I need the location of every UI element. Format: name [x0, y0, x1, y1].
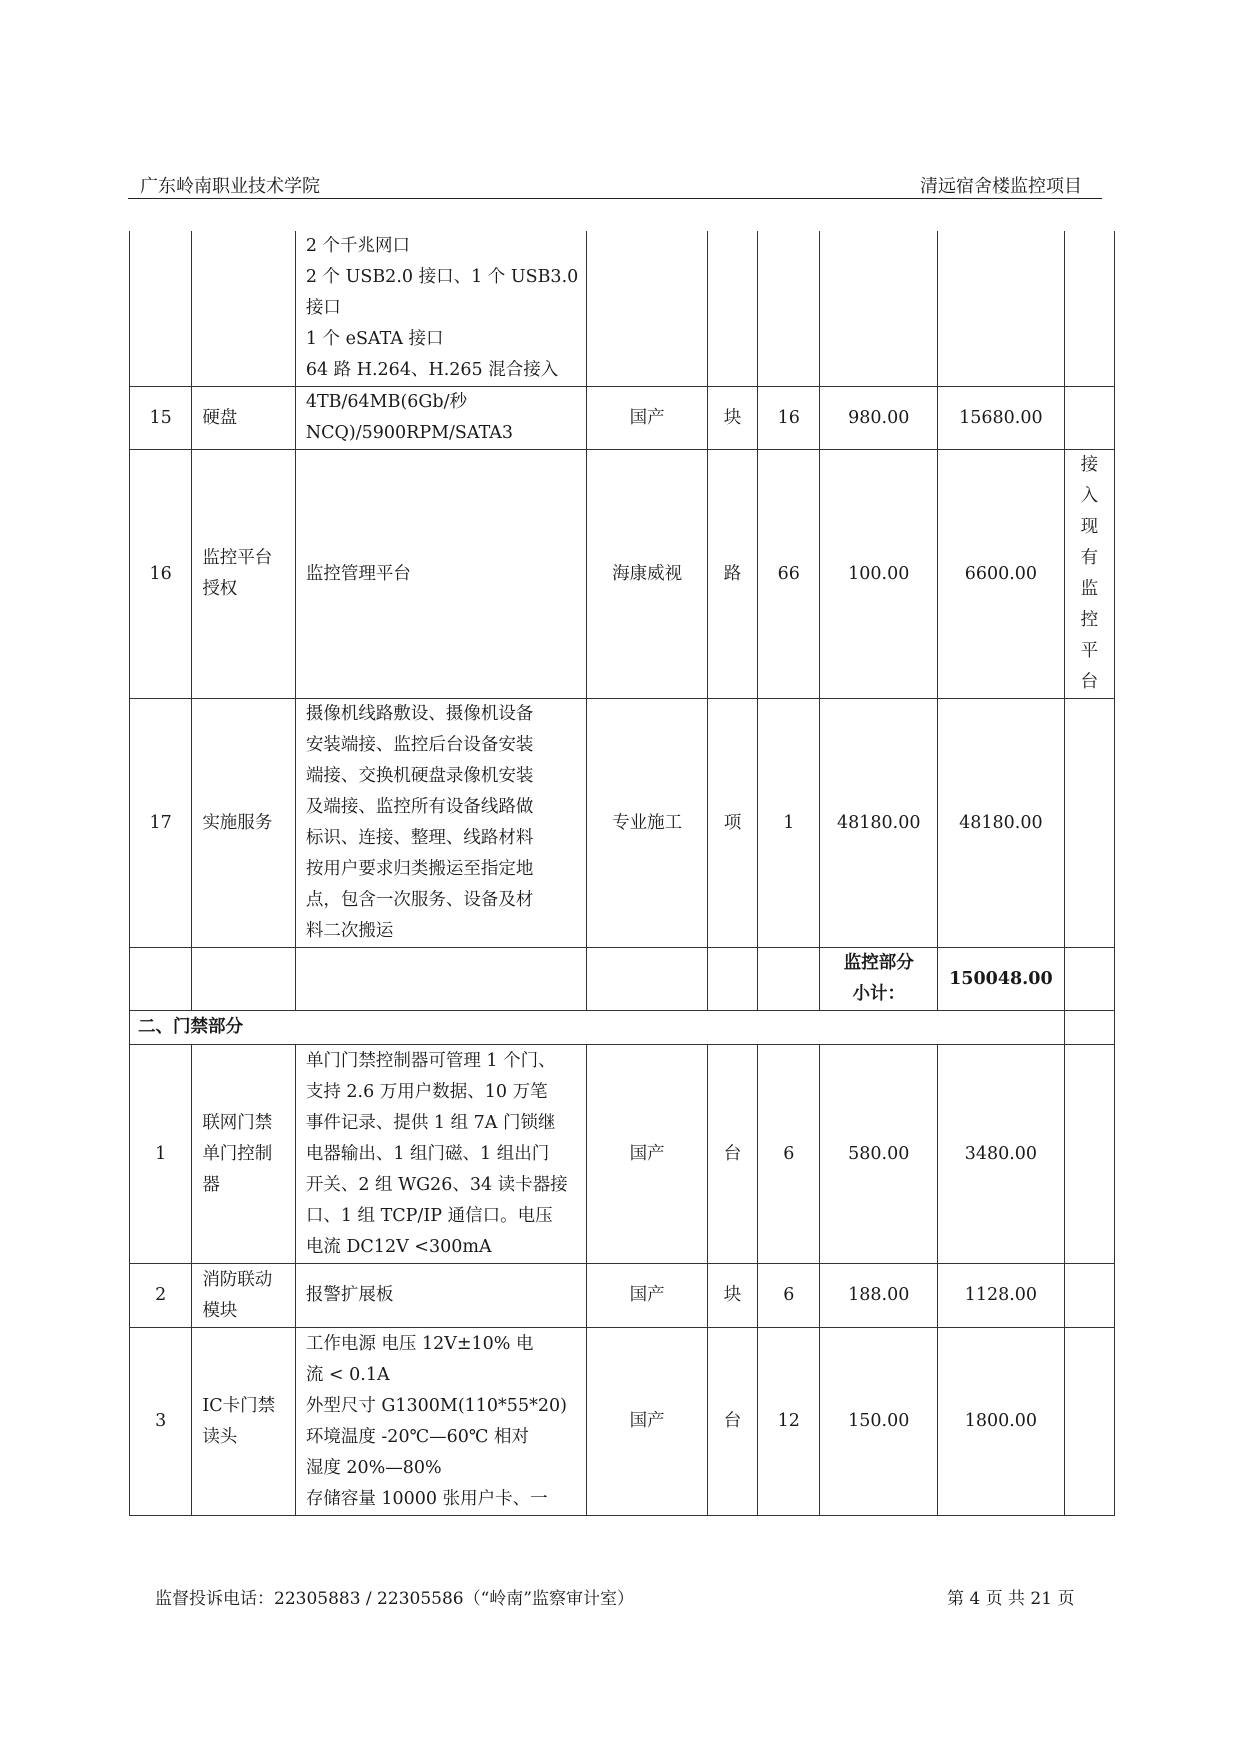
header-rule	[128, 198, 1102, 199]
cell-brand-text: 国产	[629, 1285, 665, 1305]
item-name-line: 模块	[202, 1300, 238, 1321]
spec-line: 安装端接、监控后台设备安装	[305, 735, 534, 755]
cell-name	[192, 1264, 296, 1328]
cell-total-text: 15680.00	[959, 407, 1043, 428]
spec-line: 64 路 H.264、H.265 混合接入	[305, 360, 559, 380]
spec-line: 电流 DC12V <300mA	[305, 1236, 492, 1257]
spec-line: 按用户要求归类搬运至指定地	[305, 859, 534, 879]
quotation-table	[129, 231, 1115, 1516]
cell-price	[820, 450, 938, 699]
cell-price-text: 580.00	[848, 1143, 910, 1164]
item-name-line: 授权	[202, 579, 238, 599]
cell-qty	[758, 387, 820, 450]
cell-total-text: 1800.00	[964, 1411, 1038, 1431]
cell-total-text: 6600.00	[964, 563, 1038, 584]
spec-line: 单门门禁控制器可管理 1 个门、	[305, 1050, 556, 1071]
cell-price	[820, 699, 938, 948]
cell-no	[130, 699, 192, 948]
cell-qty	[758, 1045, 820, 1264]
cell-qty	[758, 1264, 820, 1328]
item-name-line: 监控平台	[202, 548, 273, 568]
spec-line: 开关、2 组 WG26、34 读卡器接	[305, 1174, 568, 1195]
cell-qty	[758, 1328, 820, 1516]
spec-line: 工作电源 电压 12V±10% 电	[305, 1333, 534, 1354]
cell-qty-text: 6	[783, 1285, 795, 1305]
item-name-line: 实施服务	[202, 812, 273, 833]
item-name-line: 硬盘	[202, 407, 238, 428]
cell-total	[938, 450, 1065, 699]
cell-name	[192, 699, 296, 948]
item-name-line: IC卡门禁	[202, 1395, 276, 1416]
spec-line: 料二次搬运	[305, 921, 394, 941]
spec-line: 支持 2.6 万用户数据、10 万笔	[305, 1081, 548, 1102]
cell-brand	[587, 948, 708, 1011]
cell-spec	[295, 1264, 586, 1328]
cell-spec	[295, 1328, 586, 1516]
spec-line: 湿度 20%—80%	[305, 1457, 442, 1478]
cell-price	[820, 1328, 938, 1516]
spec-line: 口、1 组 TCP/IP 通信口。电压	[305, 1205, 553, 1226]
cell-total-text: 3480.00	[964, 1143, 1038, 1164]
cell-name	[192, 948, 296, 1011]
item-name-line: 单门控制	[202, 1143, 273, 1164]
cell-name	[192, 231, 296, 387]
spec-line: 事件记录、提供 1 组 7A 门锁继	[305, 1112, 556, 1133]
spec-line: 2 个千兆网口	[305, 236, 411, 256]
cell-unit	[707, 1045, 757, 1264]
section-title-row	[130, 1011, 1115, 1045]
cell-brand	[587, 699, 708, 948]
cell-name	[192, 387, 296, 450]
cell-no-text: 2	[155, 1285, 167, 1305]
cell-name	[192, 1045, 296, 1264]
cell-qty-text: 6	[783, 1143, 795, 1164]
cell-price-text: 150.00	[848, 1411, 910, 1431]
cell-note	[1064, 1045, 1114, 1264]
cell-spec	[295, 948, 586, 1011]
cell-price	[820, 1264, 938, 1328]
subtotal-value-cell-text: 150048.00	[949, 968, 1053, 989]
note-vertical-text: 接入现有监控平台	[1080, 455, 1099, 692]
table-row	[130, 1045, 1115, 1264]
spec-line: 及端接、监控所有设备线路做	[305, 797, 534, 817]
cell-note	[1064, 699, 1114, 948]
cell-no	[130, 231, 192, 387]
cell-unit	[707, 1264, 757, 1328]
cell-brand	[587, 387, 708, 450]
cell-brand	[587, 450, 708, 699]
cell-note	[1064, 1011, 1114, 1045]
item-name-line: 读头	[202, 1426, 238, 1447]
header-project: 清远宿舍楼监控项目	[920, 176, 1082, 197]
cell-no-text: 1	[155, 1143, 167, 1164]
cell-qty-text: 1	[783, 812, 795, 833]
cell-brand	[587, 1045, 708, 1264]
header-institution: 广东岭南职业技术学院	[140, 176, 320, 197]
cell-no	[130, 1264, 192, 1328]
subtotal-label-line: 监控部分	[843, 953, 914, 973]
cell-unit	[707, 231, 757, 387]
cell-no	[130, 450, 192, 699]
footer-page-number: 第 4 页 共 21 页	[947, 1589, 1075, 1609]
spec-line: NCQ)/5900RPM/SATA3	[305, 423, 514, 443]
item-name-line: 消防联动	[202, 1269, 273, 1290]
item-name-line: 联网门禁	[202, 1112, 273, 1133]
spec-line: 存储容量 10000 张用户卡、一	[305, 1488, 548, 1509]
subtotal-label-cell	[820, 948, 938, 1011]
cell-unit-text: 项	[723, 812, 742, 833]
cell-total	[938, 387, 1065, 450]
cell-unit	[707, 1328, 757, 1516]
cell-total	[938, 231, 1065, 387]
spec-line: 标识、连接、整理、线路材料	[305, 828, 534, 848]
cell-qty-text: 12	[777, 1411, 800, 1431]
cell-note	[1064, 1264, 1114, 1328]
cell-no	[130, 948, 192, 1011]
table-row	[130, 450, 1115, 699]
section-title	[130, 1011, 1065, 1045]
cell-price-text: 188.00	[848, 1285, 910, 1305]
table-row	[130, 699, 1115, 948]
cell-spec	[295, 231, 586, 387]
spec-line: 接口	[305, 298, 341, 318]
cell-name	[192, 1328, 296, 1516]
cell-unit-text: 块	[723, 1285, 742, 1305]
cell-unit	[707, 387, 757, 450]
cell-unit-text: 台	[723, 1411, 742, 1431]
cell-price	[820, 1045, 938, 1264]
cell-note	[1064, 450, 1114, 699]
cell-no	[130, 1045, 192, 1264]
item-name-line: 器	[202, 1174, 220, 1195]
cell-brand-text: 国产	[629, 1411, 665, 1431]
spec-line: 报警扩展板	[305, 1285, 394, 1305]
cell-no	[130, 1328, 192, 1516]
cell-spec	[295, 1045, 586, 1264]
cell-qty	[758, 450, 820, 699]
spec-line: 流 < 0.1A	[305, 1364, 390, 1385]
spec-line: 2 个 USB2.0 接口、1 个 USB3.0	[305, 267, 579, 287]
cell-qty	[758, 231, 820, 387]
cell-brand	[587, 1328, 708, 1516]
section-title-text: 二、门禁部分	[138, 1017, 243, 1037]
cell-qty	[758, 699, 820, 948]
spec-line: 外型尺寸 G1300M(110*55*20)	[305, 1395, 567, 1416]
cell-unit-text: 块	[723, 407, 742, 428]
subtotal-label-line: 小计：	[852, 984, 906, 1004]
cell-no-text: 16	[149, 563, 172, 584]
cell-price-text: 100.00	[848, 563, 910, 584]
cell-brand-text: 海康威视	[612, 563, 683, 584]
cell-note	[1064, 948, 1114, 1011]
cell-price	[820, 387, 938, 450]
footer-complaint-phone: 监督投诉电话：22305883 / 22305586（“岭南”监察审计室）	[155, 1589, 634, 1609]
cell-no-text: 17	[149, 812, 172, 833]
cell-brand-text: 国产	[629, 1143, 665, 1164]
cell-no-text: 3	[155, 1411, 167, 1431]
cell-no-text: 15	[149, 407, 172, 428]
cell-total	[938, 1264, 1065, 1328]
cell-total	[938, 1045, 1065, 1264]
cell-spec	[295, 699, 586, 948]
spec-line: 端接、交换机硬盘录像机安装	[305, 766, 534, 786]
spec-line: 监控管理平台	[305, 563, 411, 584]
cell-unit	[707, 948, 757, 1011]
cell-unit-text: 台	[723, 1143, 742, 1164]
cell-total	[938, 1328, 1065, 1516]
spec-line: 摄像机线路敷设、摄像机设备	[305, 704, 534, 724]
cell-brand-text: 专业施工	[612, 812, 683, 833]
table-row	[130, 1328, 1115, 1516]
cell-no	[130, 387, 192, 450]
subtotal-value-cell	[938, 948, 1065, 1011]
cell-brand	[587, 231, 708, 387]
spec-line: 点，包含一次服务、设备及材	[305, 890, 534, 910]
cell-brand	[587, 1264, 708, 1328]
cell-note	[1064, 1328, 1114, 1516]
spec-line: 环境温度 -20℃—60℃ 相对	[305, 1426, 530, 1447]
cell-spec	[295, 387, 586, 450]
cell-price-text: 980.00	[848, 407, 910, 428]
spec-line: 1 个 eSATA 接口	[305, 329, 444, 349]
cell-note	[1064, 231, 1114, 387]
spec-line: 4TB/64MB(6Gb/秒	[305, 392, 467, 412]
subtotal-row	[130, 948, 1115, 1011]
table-row-continuation	[130, 231, 1115, 387]
cell-note	[1064, 387, 1114, 450]
cell-total-text: 48180.00	[959, 812, 1043, 833]
table-row	[130, 1264, 1115, 1328]
cell-qty-text: 16	[777, 407, 800, 428]
cell-total	[938, 699, 1065, 948]
cell-unit-text: 路	[723, 563, 742, 584]
cell-spec	[295, 450, 586, 699]
cell-price	[820, 231, 938, 387]
spec-line: 电器输出、1 组门磁、1 组出门	[305, 1143, 550, 1164]
cell-price-text: 48180.00	[837, 812, 921, 833]
cell-unit	[707, 699, 757, 948]
cell-qty	[758, 948, 820, 1011]
cell-qty-text: 66	[777, 563, 800, 584]
cell-brand-text: 国产	[629, 407, 665, 428]
cell-total-text: 1128.00	[964, 1285, 1038, 1305]
cell-unit	[707, 450, 757, 699]
cell-name	[192, 450, 296, 699]
table-row	[130, 387, 1115, 450]
